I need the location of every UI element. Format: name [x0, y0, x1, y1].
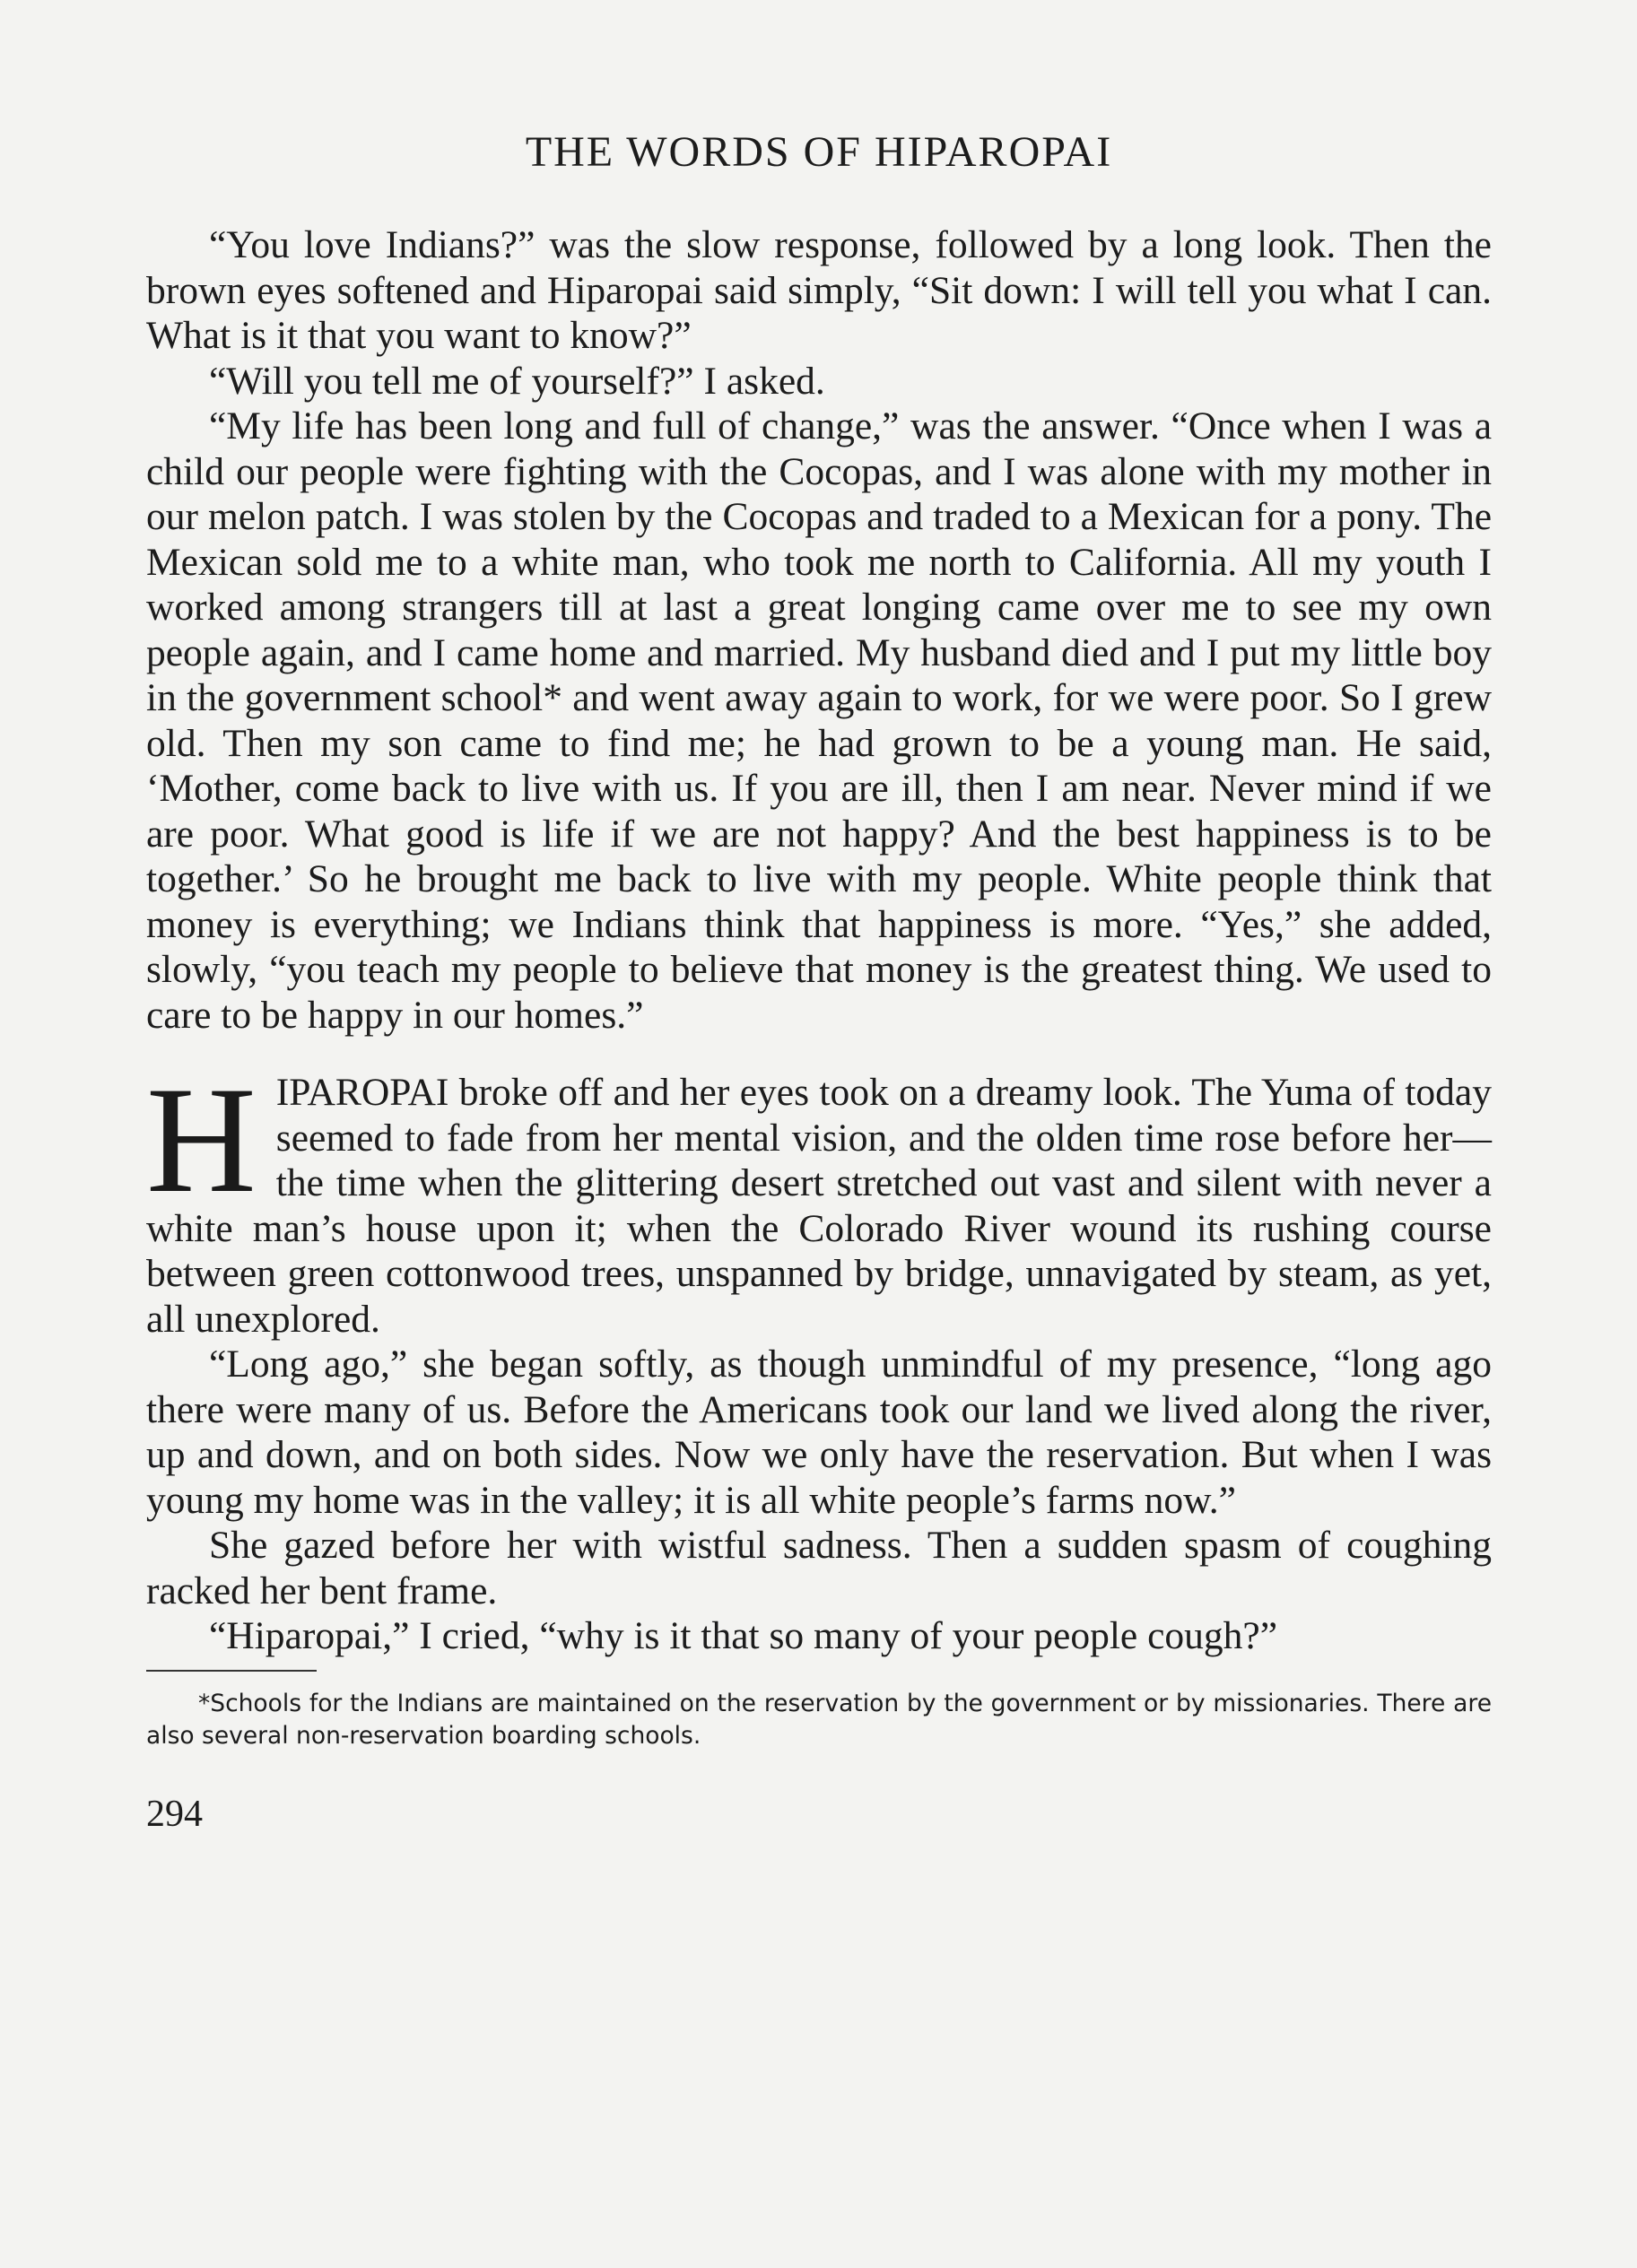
paragraph: “You love Indians?” was the slow response, followed by a long look. Then the brown eyes softened and Hiparopai said simply, “Sit down: I will tell you what I can. What is it that you want to know?” [146, 223, 1492, 357]
page-number: 294 [146, 1793, 203, 1835]
footnote-divider [146, 1670, 317, 1672]
section-hiparopai-memories [146, 1056, 1492, 1659]
footnote: *Schools for the Indians are maintained on the reservation by the government or by missionaries. There are also several non-reservation boarding schools. [146, 1689, 1492, 1750]
paragraph: “Will you tell me of yourself?” I asked. [209, 359, 825, 403]
body-text [146, 222, 1492, 1659]
book-page [146, 126, 1492, 1837]
paragraph: “My life has been long and full of change,” was the answer. “Once when I was a child our people were fighting with the Cocopas, and I was alone with my mother in our melon patch. I was stolen by the Cocopas and traded to a Mexican for a pony. The Mexican sold me to a white man, who took me north to California. All my youth I worked among strangers till at last a great longing came over me to see my own people again, and I came home and married. My husband died and I put my little boy in the government school* and went away again to work, for we were poor. So I grew old. Then my son came to find me; he had grown to be a young man. He said, ‘Mother, come back to live with us. If you are ill, then I am near. Never mind if we are poor. What good is life if we are not happy? And the best happiness is to be together.’ So he brought me back to live with my people. White people think that money is everything; we Indians think that happiness is more. “Yes,” she added, slowly, “you teach my people to believe that money is the greatest thing. We used to care to be happy in our homes.” [146, 404, 1492, 1037]
drop-cap: H [146, 1056, 257, 1224]
running-title: THE WORDS OF HIPAROPAI [525, 128, 1113, 176]
paragraph [146, 1056, 1492, 1342]
paragraph: “Hiparopai,” I cried, “why is it that so many of your people cough?” [209, 1614, 1278, 1657]
paragraph: She gazed before her with wistful sadness. Then a sudden spasm of coughing racked her bent frame. [146, 1524, 1492, 1612]
paragraph: “Long ago,” she began softly, as though unmindful of my presence, “long ago there were many of us. Before the Americans took our land we lived along the river, up and down, and on both sides. Now we only have the reservation. But when I was young my home was in the valley; it is all white people’s farms now.” [146, 1343, 1492, 1522]
paragraph-text: IPAROPAI broke off and her eyes took on a dreamy look. The Yuma of today seemed to fade from her mental vision, and the olden time rose before her—the time when the glittering desert stretched out vast and silent with never a white man’s house upon it; when the Colorado River wound its rushing course between green cottonwood trees, unspanned by bridge, unnavigated by steam, as yet, all unexplored. [146, 1071, 1492, 1341]
